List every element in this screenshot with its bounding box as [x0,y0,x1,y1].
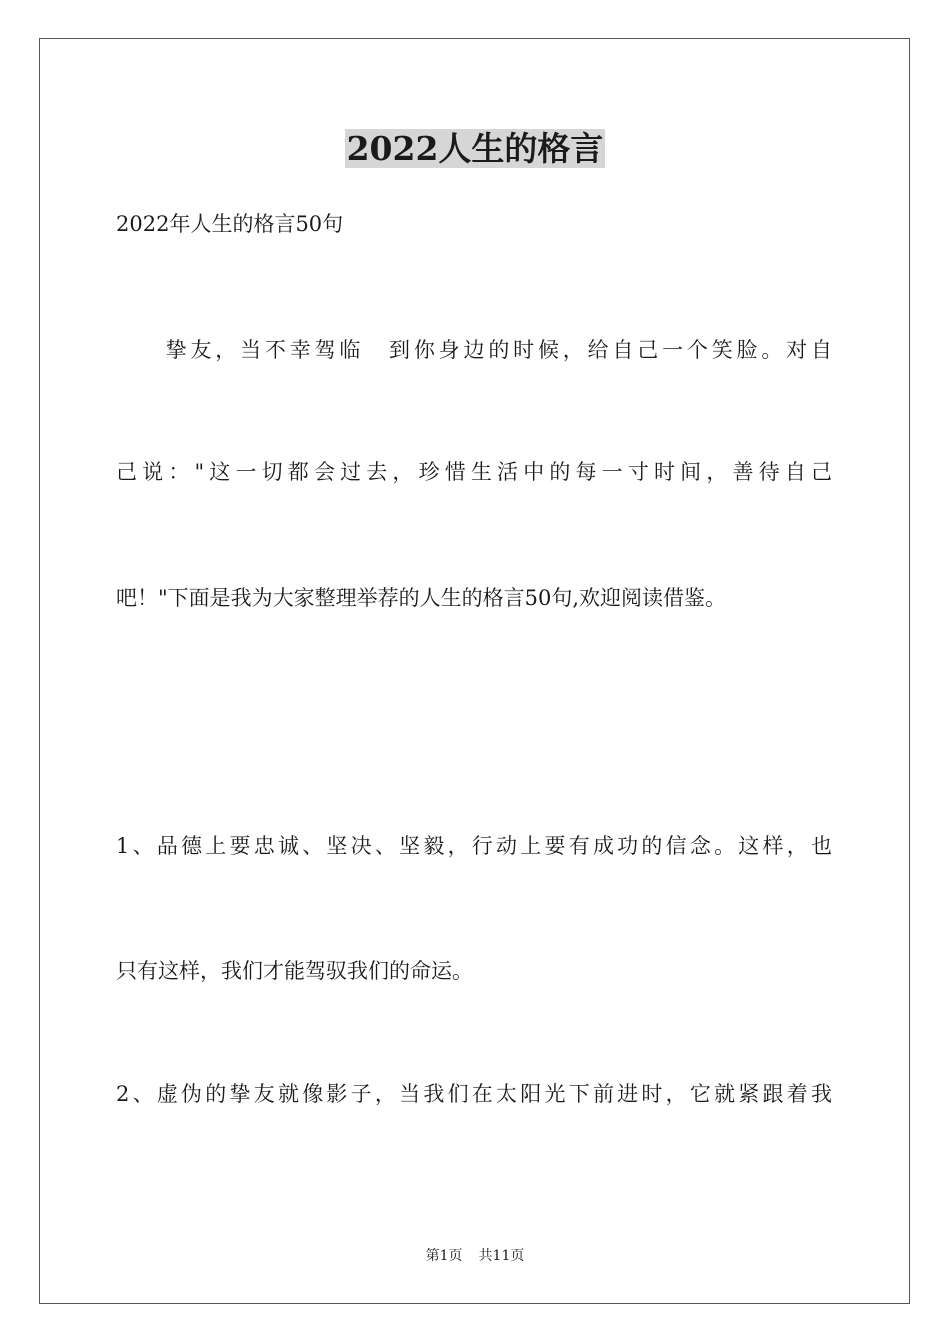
page-total: 共11页 [478,1248,525,1264]
paragraph-line: 挚友，当不幸驾临 到你身边的时候，给自己一个笑脸。对自 [116,338,832,362]
page-footer [0,1246,950,1266]
document-title-text: 2022人生的格言 [346,129,604,168]
list-item-line: 2、虚伪的挚友就像影子，当我们在太阳光下前进时，它就紧跟着我 [116,1082,832,1106]
paragraph-line: 吧！"下面是我为大家整理举荐的人生的格言50句,欢迎阅读借鉴。 [116,586,727,610]
document-subtitle: 2022年人生的格言50句 [116,212,344,236]
document-title [0,127,950,171]
list-item-line: 1、品德上要忠诚、坚决、坚毅，行动上要有成功的信念。这样，也 [116,834,832,858]
paragraph-line: 己说："这一切都会过去，珍惜生活中的每一寸时间，善待自己 [116,460,832,484]
list-item-line: 只有这样，我们才能驾驭我们的命运。 [116,959,473,983]
page-number: 第1页 [425,1248,463,1264]
